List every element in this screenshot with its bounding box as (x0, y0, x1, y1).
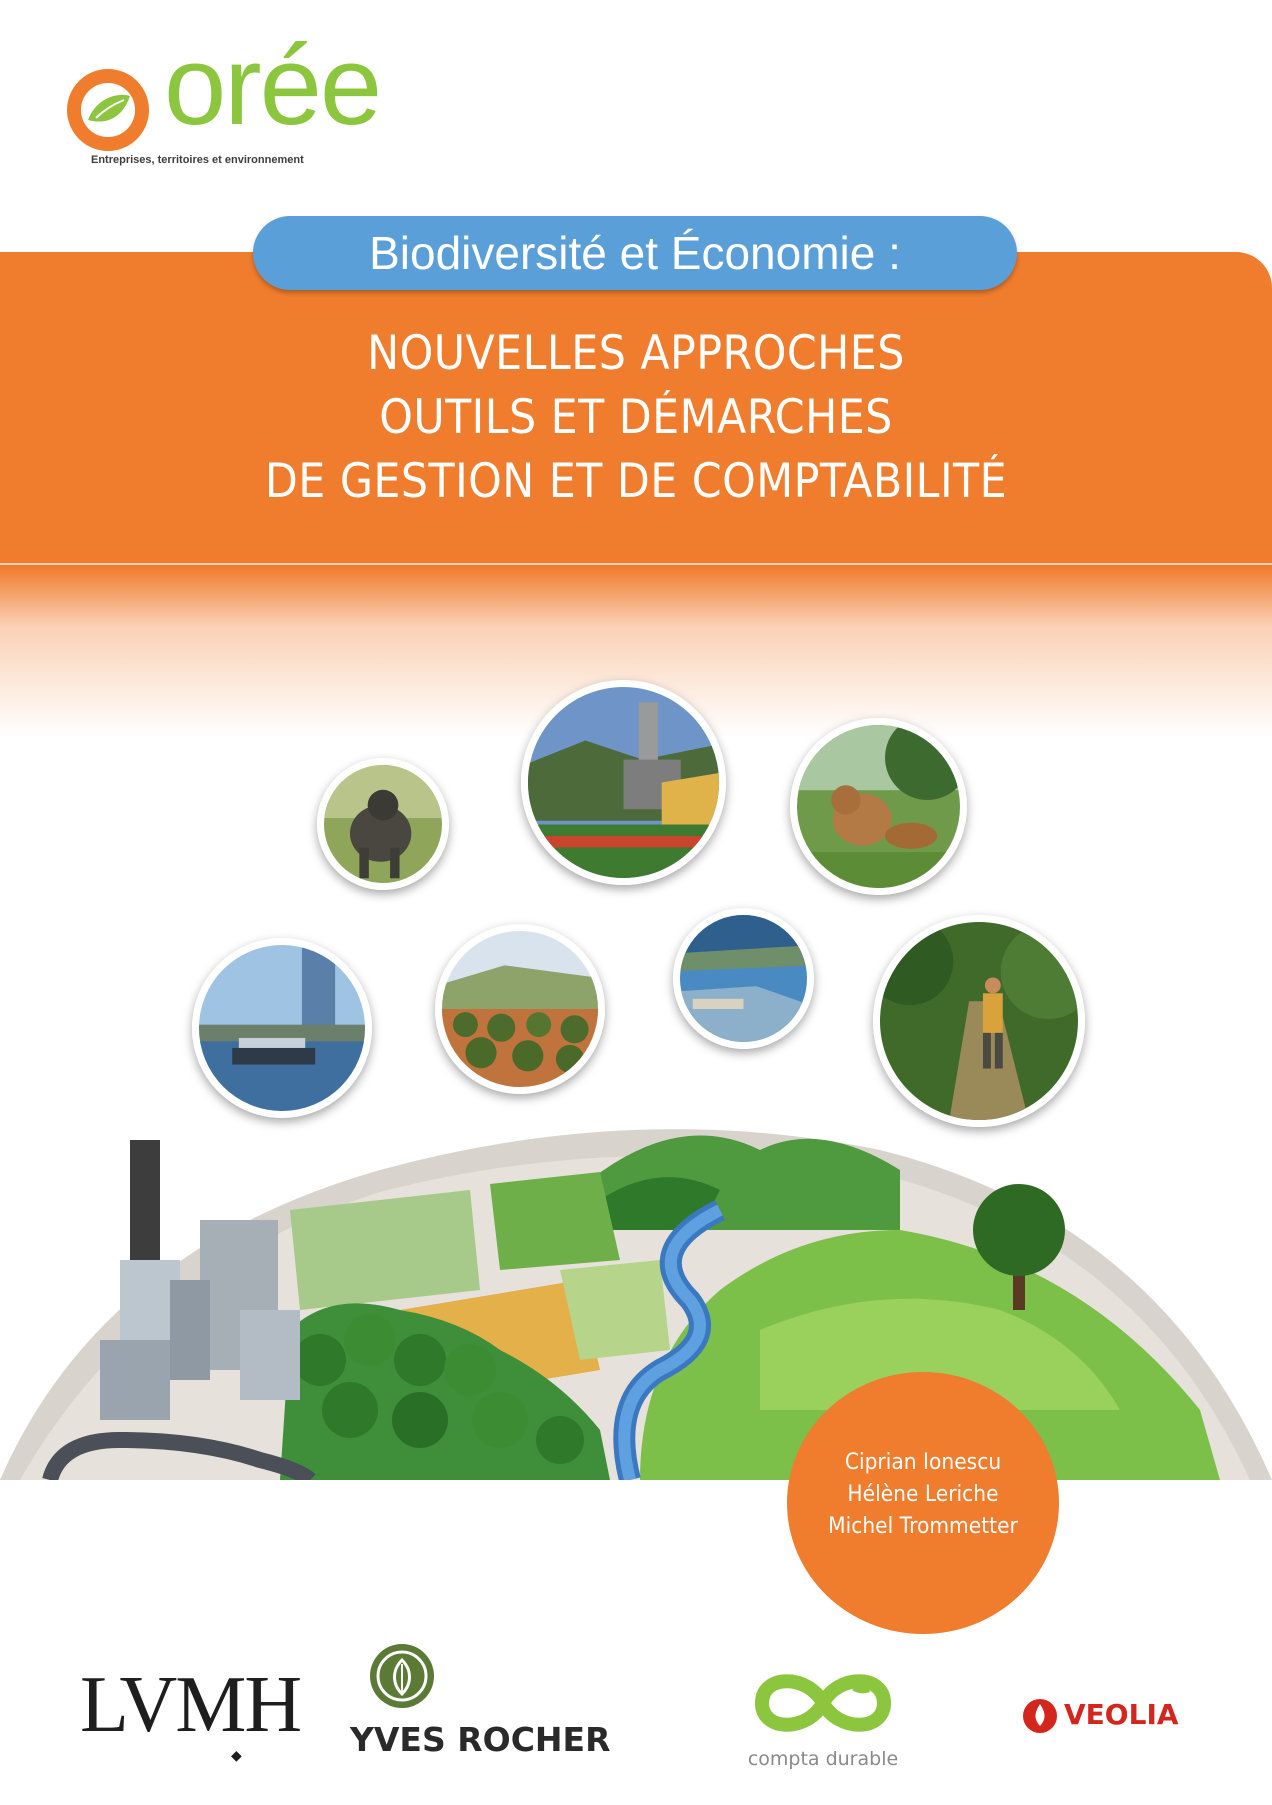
photo-forest-walker (873, 915, 1085, 1127)
title-line: OUTILS ET DÉMARCHES (379, 390, 893, 445)
leaf-circle-icon (366, 1640, 438, 1712)
title-line: DE GESTION ET DE COMPTABILITÉ (264, 454, 1008, 509)
authors-badge (787, 1372, 1059, 1634)
yves-rocher-logo (350, 1640, 630, 1770)
photo-gorilla (317, 758, 449, 890)
lvmh-wordmark: LVMH (80, 1661, 301, 1749)
oree-logo (66, 23, 386, 178)
lvmh-logo (80, 1660, 330, 1764)
logo-wordmark: orée (164, 23, 381, 148)
photo-river-barge (192, 938, 372, 1118)
yves-rocher-wordmark: YVES ROCHER (350, 1720, 611, 1759)
band-divider (0, 563, 1272, 565)
infinity-icon (748, 1664, 898, 1742)
diamond-icon: ◆ (231, 1748, 242, 1764)
author-name: Michel Trommetter (828, 1514, 1018, 1539)
photo-river (673, 908, 814, 1049)
photo-industrial (521, 680, 726, 885)
subtitle: Biodiversité et Économie : (369, 227, 901, 279)
subtitle-pill (253, 216, 1017, 290)
veolia-wordmark: VEOLIA (1064, 1698, 1179, 1731)
landscape-illustration (0, 1110, 1272, 1480)
author-name: Ciprian Ionescu (844, 1450, 1002, 1475)
author-name: Hélène Leriche (847, 1482, 999, 1507)
oree-leaf-icon (66, 68, 150, 152)
title-line: NOUVELLES APPROCHES (367, 326, 905, 381)
main-title (0, 322, 1272, 514)
photo-cow (790, 718, 967, 895)
compta-durable-wordmark: compta durable (747, 1748, 899, 1770)
veolia-drop-icon (1020, 1696, 1060, 1736)
logo-tagline: Entreprises, territoires et environnement (91, 154, 304, 166)
veolia-logo (1020, 1690, 1220, 1750)
photo-orchard (435, 924, 605, 1094)
compta-durable-logo (738, 1664, 918, 1774)
